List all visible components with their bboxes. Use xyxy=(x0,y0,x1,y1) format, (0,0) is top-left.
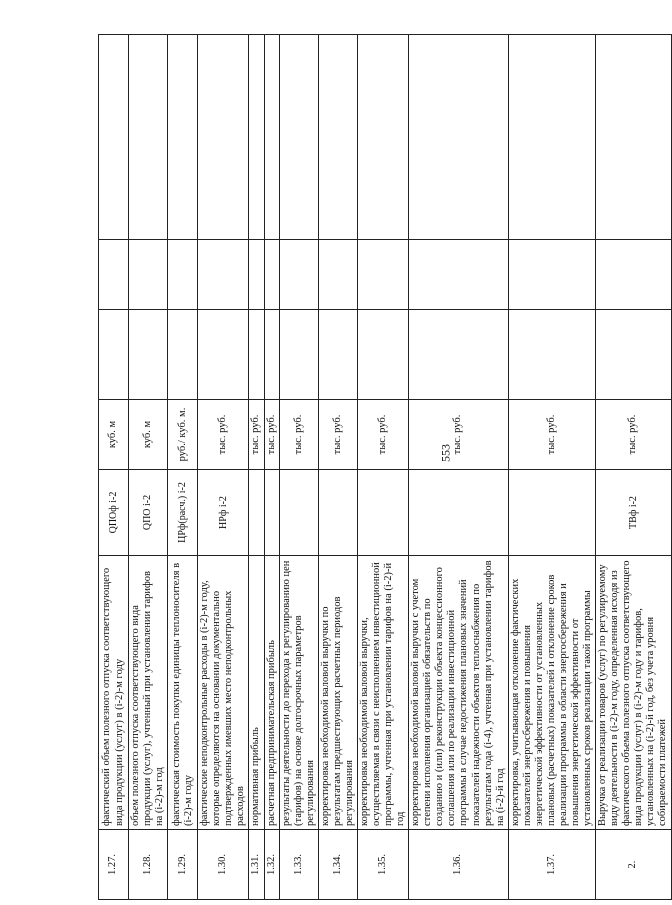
row-value-cell xyxy=(264,310,279,400)
row-value-cell xyxy=(129,35,168,240)
table-row xyxy=(198,35,249,900)
row-number-cell: 1.36. xyxy=(409,830,509,900)
row-value-cell xyxy=(99,240,129,310)
row-description-cell: Выручка от реализации товаров (услуг) по регулируемому виду деятельности в (i-2)-м году, определенная исходя из фактического объема полезного отпуска соответствующего вида продукции (услуг) в (i-2)-м году и тарифов, установленных на (i-2)-й год, без учета уровня собираемости платежей xyxy=(596,556,671,830)
table-row xyxy=(357,35,408,900)
row-description-cell: результаты деятельности до перехода к регулированию цен (тарифов) на основе долгосрочных параметров регулирования xyxy=(279,556,318,830)
row-description-cell: корректировка, учитывающая отклонение фактических показателей энергосбережения и повышения энергетической эффективности от установленных плановых (расчетных) показателей и отклонение сроков реализации программы в области энергосбережения и повышения энергетической эффективности от установленных сроков реализации такой программы xyxy=(508,556,595,830)
row-symbol-cell: QПО i-2 xyxy=(129,470,168,556)
row-value-cell xyxy=(99,35,129,240)
table-row xyxy=(249,35,264,900)
row-symbol-cell: ЦРф(расч.) i-2 xyxy=(168,470,198,556)
row-number-cell: 2. xyxy=(596,830,671,900)
rotated-table-container xyxy=(98,35,669,900)
row-description-cell: корректировка необходимой валовой выручки с учетом степени исполнения организацией обязательств по созданию и (или) реконструкции объекта концессионного соглашения или по реализации инвестиционной программы в случае недостижения плановых значений показателей надежности объектов теплоснабжения по результатам года (i-4), учтенная при установлении тарифов на (i-2)-й год xyxy=(409,556,509,830)
row-number-cell: 1.34. xyxy=(318,830,357,900)
table-row xyxy=(264,35,279,900)
row-number-cell: 1.31. xyxy=(249,830,264,900)
row-value-cell xyxy=(508,35,595,240)
row-unit-cell: тыс. руб. xyxy=(508,400,595,470)
row-unit-cell: тыс. руб. xyxy=(279,400,318,470)
row-value-cell xyxy=(249,35,264,240)
row-description-cell: фактические неподконтрольные расходы в (i-2)-м году, которые определяются на основании документально подтвержденных имевших место неподконтрольных расходов xyxy=(198,556,249,830)
row-symbol-cell: QПОф i-2 xyxy=(99,470,129,556)
row-value-cell xyxy=(249,240,264,310)
row-value-cell xyxy=(318,35,357,240)
row-value-cell xyxy=(357,310,408,400)
row-value-cell xyxy=(129,310,168,400)
table-row xyxy=(168,35,198,900)
row-symbol-cell: НРф i-2 xyxy=(198,470,249,556)
row-value-cell xyxy=(249,310,264,400)
row-number-cell: 1.35. xyxy=(357,830,408,900)
table-row xyxy=(318,35,357,900)
row-description-cell: расчетная предпринимательская прибыль xyxy=(264,556,279,830)
row-unit-cell: руб./ куб. м. xyxy=(168,400,198,470)
row-number-cell: 1.27. xyxy=(99,830,129,900)
row-value-cell xyxy=(409,35,509,240)
row-unit-cell: тыс. руб. xyxy=(409,400,509,470)
row-symbol-cell xyxy=(249,470,264,556)
row-value-cell xyxy=(168,240,198,310)
row-value-cell xyxy=(99,310,129,400)
row-unit-cell: тыс. руб. xyxy=(264,400,279,470)
row-symbol-cell xyxy=(318,470,357,556)
row-description-cell: объем полезного отпуска соответствующего вида продукции (услуг), учтенный при установлении тарифов на (i-2)-м год xyxy=(129,556,168,830)
row-symbol-cell: ТВф i-2 xyxy=(596,470,671,556)
row-symbol-cell xyxy=(409,470,509,556)
page-number: 553 xyxy=(438,444,453,462)
row-value-cell xyxy=(596,35,671,240)
row-value-cell xyxy=(409,240,509,310)
row-value-cell xyxy=(279,310,318,400)
row-unit-cell: тыс. руб. xyxy=(249,400,264,470)
row-value-cell xyxy=(508,240,595,310)
row-value-cell xyxy=(279,240,318,310)
row-unit-cell: тыс. руб. xyxy=(596,400,671,470)
row-symbol-cell xyxy=(279,470,318,556)
row-value-cell xyxy=(409,310,509,400)
row-number-cell: 1.33. xyxy=(279,830,318,900)
row-value-cell xyxy=(198,35,249,240)
row-value-cell xyxy=(279,35,318,240)
indicators-table xyxy=(98,34,672,900)
row-unit-cell: тыс. руб. xyxy=(318,400,357,470)
row-description-cell: корректировка необходимой валовой выручки по результатам предшествующих расчетных периодов регулирования xyxy=(318,556,357,830)
row-value-cell xyxy=(357,35,408,240)
row-description-cell: нормативная прибыль xyxy=(249,556,264,830)
table-row xyxy=(99,35,129,900)
row-number-cell: 1.29. xyxy=(168,830,198,900)
row-value-cell xyxy=(168,310,198,400)
row-value-cell xyxy=(198,310,249,400)
row-number-cell: 1.37. xyxy=(508,830,595,900)
row-number-cell: 1.28. xyxy=(129,830,168,900)
row-value-cell xyxy=(168,35,198,240)
row-description-cell: корректировка необходимой валовой выручки, осуществляемая в связи с неисполнением инвестиционной программы, учтенная при установлении тарифов на (i-2)-й год xyxy=(357,556,408,830)
table-row xyxy=(508,35,595,900)
row-symbol-cell xyxy=(264,470,279,556)
row-value-cell xyxy=(318,310,357,400)
row-unit-cell: тыс. руб. xyxy=(198,400,249,470)
row-value-cell xyxy=(198,240,249,310)
table-row xyxy=(279,35,318,900)
table-row xyxy=(409,35,509,900)
row-description-cell: фактическая стоимость покупки единицы теплоносителя в (i-2)-м году xyxy=(168,556,198,830)
row-value-cell xyxy=(264,35,279,240)
row-value-cell xyxy=(596,310,671,400)
row-value-cell xyxy=(264,240,279,310)
row-unit-cell: куб. м xyxy=(99,400,129,470)
row-description-cell: фактический объем полезного отпуска соответствующего вида продукции (услуг) в (i-2)-м году xyxy=(99,556,129,830)
row-unit-cell: тыс. руб. xyxy=(357,400,408,470)
row-unit-cell: куб. м xyxy=(129,400,168,470)
row-value-cell xyxy=(508,310,595,400)
row-value-cell xyxy=(129,240,168,310)
row-symbol-cell xyxy=(357,470,408,556)
row-number-cell: 1.32. xyxy=(264,830,279,900)
row-value-cell xyxy=(318,240,357,310)
row-value-cell xyxy=(357,240,408,310)
row-number-cell: 1.30. xyxy=(198,830,249,900)
row-value-cell xyxy=(596,240,671,310)
row-symbol-cell xyxy=(508,470,595,556)
table-row xyxy=(596,35,671,900)
table-row xyxy=(129,35,168,900)
